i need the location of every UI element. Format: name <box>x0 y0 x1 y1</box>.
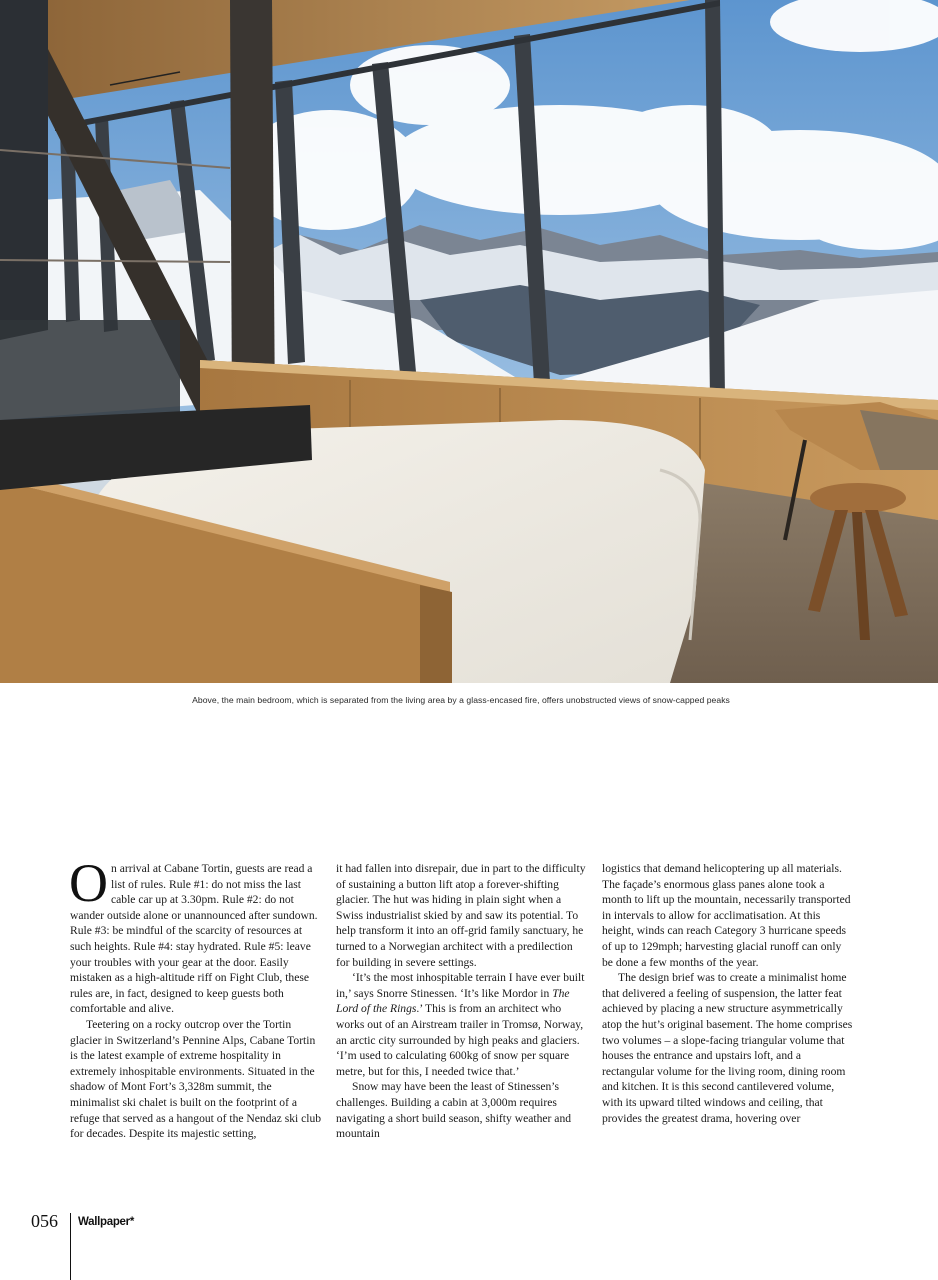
article-paragraph: Teetering on a rocky outcrop over the Tortin glacier in Switzerland’s Pennine Alps, Cabane Tortin is the latest example of extreme hospitality in extremely inhospitable environments. Situated in the shadow of Mont Fort’s 3,328m summit, the minimalist ski chalet is built on the footprint of a refuge that served as a hangout of the Nendaz ski club for decades. Despite its majestic setting, <box>70 1017 322 1141</box>
photo-caption: Above, the main bedroom, which is separated from the living area by a glass-encased fire, offers unobstructed views of snow-capped peaks <box>192 695 730 705</box>
book-title: The Lord of the Rings <box>336 986 570 1016</box>
magazine-brand: Wallpaper* <box>78 1216 135 1228</box>
article-column-1 <box>69 853 322 1142</box>
paragraph-text: .’ This is from an architect who works out of an Airstream trailer in Tromsø, Norway, an arctic city surrounded by high peaks and glaciers. ‘I’m used to calculating 600kg of snow per square metre, but for this, I needed twice that.’ <box>336 1002 584 1078</box>
paragraph-text: ‘It’s the most inhospitable terrain I have ever built in,’ says Snorre Stinessen. ‘It’s like Mordor in <box>336 971 585 1000</box>
paragraph-text: n arrival at Cabane Tortin, guests are read a list of rules. Rule #1: do not miss the last cable car up at 3.30pm. Rule #2: do not wander outside alone or unannounced after sundown. Rule #3: be mindful of the scarcity of resources at such heights. Rule #4: stay hydrated. Rule #5: leave your troubles with your gear at the door. Easily mistaken as a high-altitude riff on Fight Club, these rules are, in fact, designed to keep guests both comfortable and alive. <box>70 862 318 1016</box>
article-column-2 <box>336 861 588 1142</box>
article-paragraph: Snow may have been the least of Stinessen’s challenges. Building a cabin at 3,000m requires navigating a short build season, shifty weather and mountain <box>336 1080 572 1141</box>
article-paragraph: logistics that demand helicoptering up all materials. The façade’s enormous glass panes alone took a month to lift up the mountain, necessarily transported in intervals to allow for acclimatisation. At this height, winds can reach Category 3 hurricane speeds of up to 129mph; harvesting glacial runoff can only be done a few months of the year. <box>602 862 851 969</box>
article-column-3 <box>602 861 854 1126</box>
article-paragraph <box>336 970 588 1079</box>
article-paragraph: it had fallen into disrepair, due in part to the difficulty of sustaining a button lift atop a forever-shifting glacier. The hut was hiding in plain sight when a Swiss industrialist skied by and saw its potential. To help transform it into an off-grid family sanctuary, he turned to a Norwegian architect with a predilection for building in severe settings. <box>336 862 586 969</box>
article-paragraph <box>69 853 322 1017</box>
footer-divider <box>70 1213 71 1280</box>
page-number: 056 <box>31 1211 58 1231</box>
article-paragraph: The design brief was to create a minimalist home that delivered a feeling of suspension, the latter feat achieved by placing a new structure asymmetrically atop the hut’s original basement. The home comprises two volumes – a slope-facing triangular volume that houses the entrance and upstairs loft, and a rectangular volume for the living room, dining room and kitchen. It is this second cantilevered volume, with its upward tilted windows and ceiling, that provides the greatest drama, hovering over <box>602 971 853 1125</box>
drop-cap: O <box>69 853 108 913</box>
